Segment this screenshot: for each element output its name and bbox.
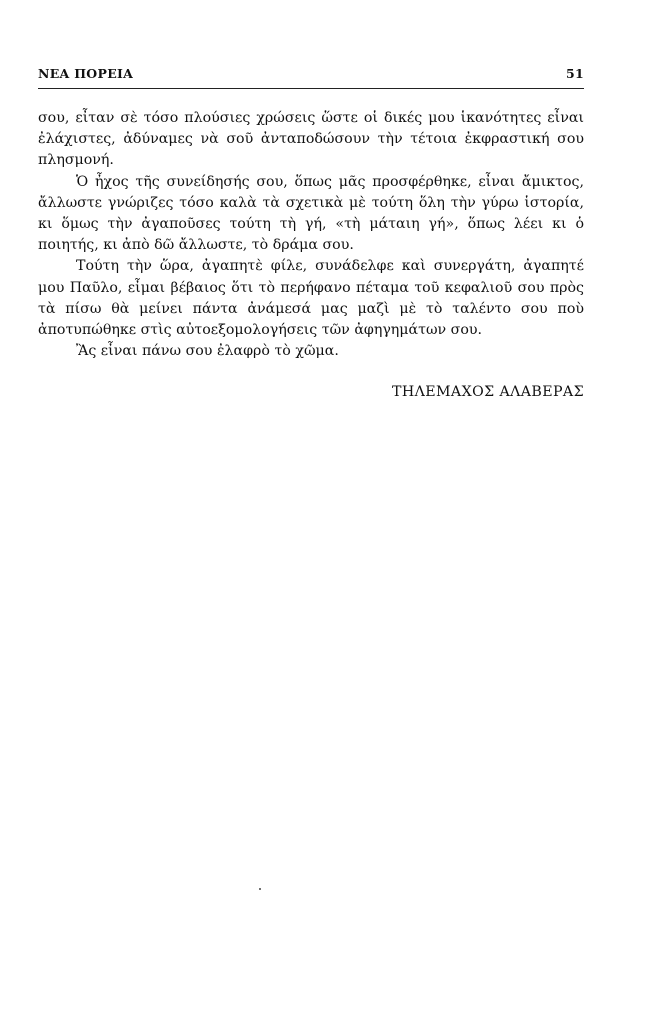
paragraph-2: Ὁ ἦχος τῆς συνείδησής σου, ὅπως μᾶς προσφέρθηκε, εἶναι ἄμικτος, ἄλλωστε γνώριζες τόσο καλὰ τὰ σχετικὰ μὲ τούτη ὅλη τὴν γύρω ἱστορία, κι ὅμως τὴν ἀγαποῦσες τούτη τὴ γή, «τὴ μάταιη γή», ὅπως λέει κι ὁ ποιητής, κι ἀπὸ δῶ ἄλλωστε, τὸ δράμα σου. [38, 173, 584, 254]
paragraph-4: Ἂς εἶναι πάνω σου ἐλαφρὸ τὸ χῶμα. [76, 343, 339, 360]
author-signature: ΤΗΛΕΜΑΧΟΣ ΑΛΑΒΕΡΑΣ [391, 384, 584, 400]
paragraph-1: σου, εἶταν σὲ τόσο πλούσιες χρώσεις ὥστε οἱ δικές μου ἱκανότητες εἶναι ἐλάχιστες, ἀδύναμες νὰ σοῦ ἀνταποδώσουν τὴν τέτοια ἐκφραστική σου πλησμονή. [38, 110, 584, 169]
journal-title: ΝΕΑ ΠΟΡΕΙΑ [38, 66, 134, 81]
page-number: 51 [566, 66, 584, 81]
print-speck [259, 888, 261, 890]
header-rule [38, 88, 584, 89]
body-text [38, 108, 584, 362]
running-header [38, 66, 584, 86]
paragraph-3: Τούτη τὴν ὥρα, ἀγαπητὲ φίλε, συνάδελφε καὶ συνεργάτη, ἀγαπητέ μου Παῦλο, εἶμαι βέβαιος ὅτι τὸ περήφανο πέταμα τοῦ κεφαλιοῦ σου πρὸς τὰ πίσω θὰ μείνει πάντα ἀνάμεσά μας μαζὶ μὲ τὸ ταλέντο σου ποὺ ἀποτυπώθηκε στὶς αὐτοεξομολογήσεις τῶν ἀφηγημάτων σου. [38, 258, 584, 339]
